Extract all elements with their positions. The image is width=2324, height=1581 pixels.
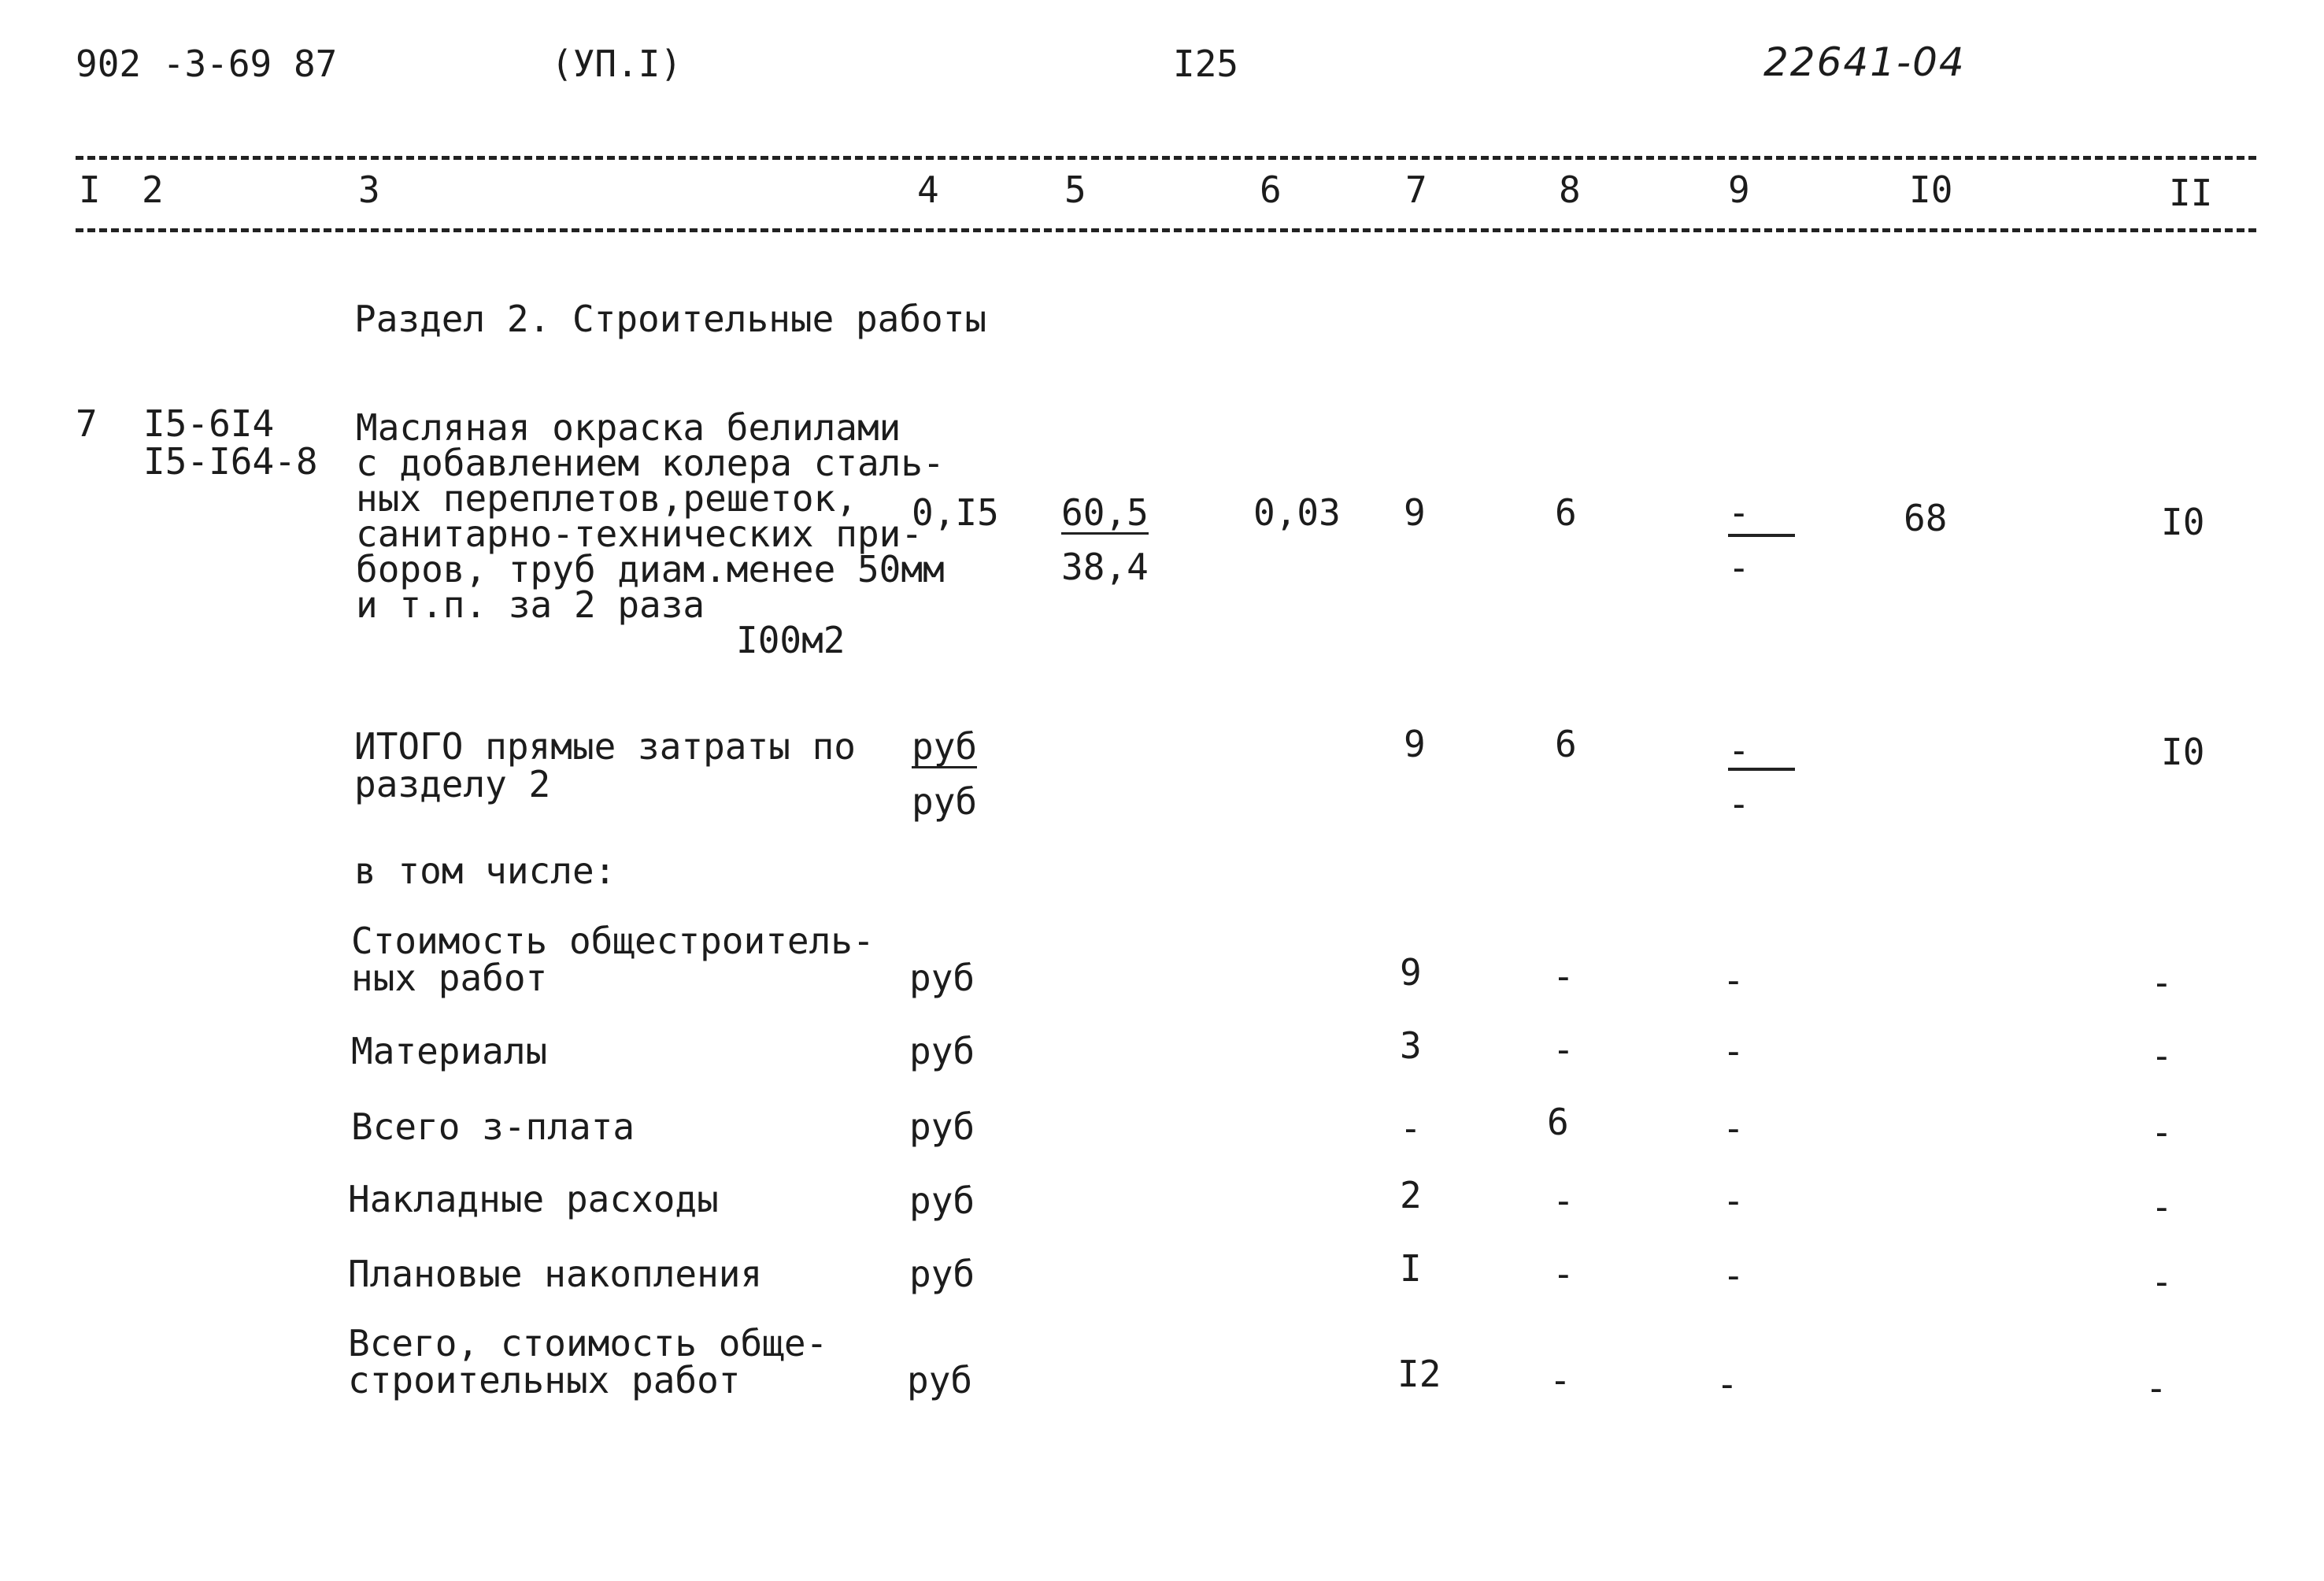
item-col10: 68	[1904, 497, 1948, 539]
total-unit-bottom: руб	[912, 780, 978, 823]
breakdown-col9: -	[1723, 1030, 1745, 1072]
item-col7: 9	[1404, 491, 1426, 534]
breakdown-col11: -	[2151, 1186, 2173, 1228]
breakdown-col7: 2	[1400, 1174, 1422, 1216]
breakdown-col9: -	[1723, 1254, 1745, 1297]
doc-code: 902 -3-69 87	[76, 43, 338, 85]
item-description-line: Масляная окраска белилами	[356, 406, 901, 449]
total-col8: 6	[1555, 723, 1577, 765]
breakdown-col7: -	[1400, 1107, 1422, 1150]
item-description-line: санитарно-технических при-	[356, 513, 923, 555]
item-col9-bottom: -	[1728, 546, 1750, 589]
header-bottom-rule	[76, 228, 2256, 232]
breakdown-label-line: Всего з-плата	[351, 1105, 635, 1148]
series-label: (УП.I)	[551, 43, 683, 85]
section-title: Раздел 2. Строительные работы	[354, 298, 987, 340]
breakdown-col9: -	[1723, 1179, 1745, 1222]
item-col6: 0,03	[1253, 491, 1341, 534]
item-col8: 6	[1555, 491, 1577, 534]
item-col9-divider	[1728, 534, 1795, 537]
total-col9-bottom: -	[1728, 783, 1750, 825]
breakdown-col7: 3	[1400, 1024, 1422, 1067]
total-col9-divider	[1728, 768, 1795, 771]
including-label: в том числе:	[354, 850, 616, 892]
breakdown-col7: I	[1400, 1247, 1422, 1290]
column-header: 2	[142, 168, 164, 211]
item-col9-top: -	[1728, 491, 1750, 534]
breakdown-col8: -	[1552, 1028, 1575, 1071]
breakdown-col11: -	[2151, 1035, 2173, 1077]
breakdown-col9: -	[1723, 1107, 1745, 1150]
breakdown-col9: -	[1716, 1363, 1738, 1405]
item-description-line: и т.п. за 2 раза	[356, 583, 705, 626]
breakdown-label-line: строительных работ	[348, 1359, 741, 1401]
item-unit: I00м2	[736, 619, 846, 661]
breakdown-label-line: Материалы	[351, 1030, 548, 1072]
total-label-line: ИТОГО прямые затраты по	[354, 725, 856, 768]
item-col11: I0	[2161, 501, 2205, 543]
item-description-line: боров, труб диам.менее 50мм	[356, 548, 945, 591]
column-header: 7	[1405, 168, 1427, 211]
column-header: 3	[358, 168, 380, 211]
total-col11: I0	[2161, 731, 2205, 773]
column-header: 8	[1559, 168, 1581, 211]
item-code: I5-I64-8	[143, 440, 318, 483]
breakdown-col8: -	[1549, 1359, 1571, 1401]
breakdown-col11: -	[2151, 1261, 2173, 1303]
breakdown-label-line: ных работ	[351, 957, 548, 999]
item-price-wage: 38,4	[1061, 546, 1149, 588]
column-header: I0	[1909, 168, 1953, 211]
breakdown-col7: I2	[1397, 1353, 1441, 1395]
header-top-rule	[76, 156, 2256, 160]
item-description-line: ных переплетов,решеток,	[356, 477, 857, 520]
breakdown-unit: руб	[909, 1253, 975, 1295]
row-number: 7	[76, 402, 98, 445]
breakdown-col8: -	[1552, 1179, 1575, 1222]
breakdown-label-line: Накладные расходы	[348, 1178, 719, 1220]
breakdown-unit: руб	[909, 957, 975, 999]
column-header: 6	[1260, 168, 1282, 211]
breakdown-unit: руб	[909, 1105, 975, 1148]
column-header: 5	[1064, 168, 1086, 211]
breakdown-label-line: Плановые накопления	[348, 1253, 763, 1295]
breakdown-unit: руб	[907, 1359, 973, 1401]
column-header: 4	[917, 168, 939, 211]
total-col7: 9	[1404, 723, 1426, 765]
item-code: I5-6I4	[143, 402, 275, 445]
breakdown-col7: 9	[1400, 951, 1422, 994]
item-price-total: 60,5	[1061, 491, 1149, 534]
breakdown-label-line: Всего, стоимость обще-	[348, 1322, 828, 1364]
item-description-line: с добавлением колера сталь-	[356, 442, 945, 484]
column-header: II	[2169, 172, 2213, 214]
reference-number: 22641-04	[1763, 39, 1966, 85]
breakdown-col11: -	[2151, 1111, 2173, 1153]
breakdown-col11: -	[2151, 961, 2173, 1004]
total-label-line: разделу 2	[354, 763, 551, 805]
breakdown-unit: руб	[909, 1179, 975, 1222]
breakdown-col8: 6	[1547, 1101, 1569, 1143]
breakdown-col8: -	[1552, 1253, 1575, 1295]
item-quantity: 0,I5	[912, 491, 999, 534]
total-unit-top: руб	[912, 725, 978, 768]
breakdown-col9: -	[1723, 959, 1745, 1002]
page-number: I25	[1173, 43, 1239, 85]
breakdown-col11: -	[2145, 1367, 2167, 1409]
column-header: I	[79, 168, 101, 211]
breakdown-col8: -	[1552, 955, 1575, 998]
column-header: 9	[1728, 168, 1750, 211]
breakdown-label-line: Стоимость общестроитель-	[351, 920, 875, 962]
breakdown-unit: руб	[909, 1030, 975, 1072]
total-col9-top: -	[1728, 729, 1750, 772]
